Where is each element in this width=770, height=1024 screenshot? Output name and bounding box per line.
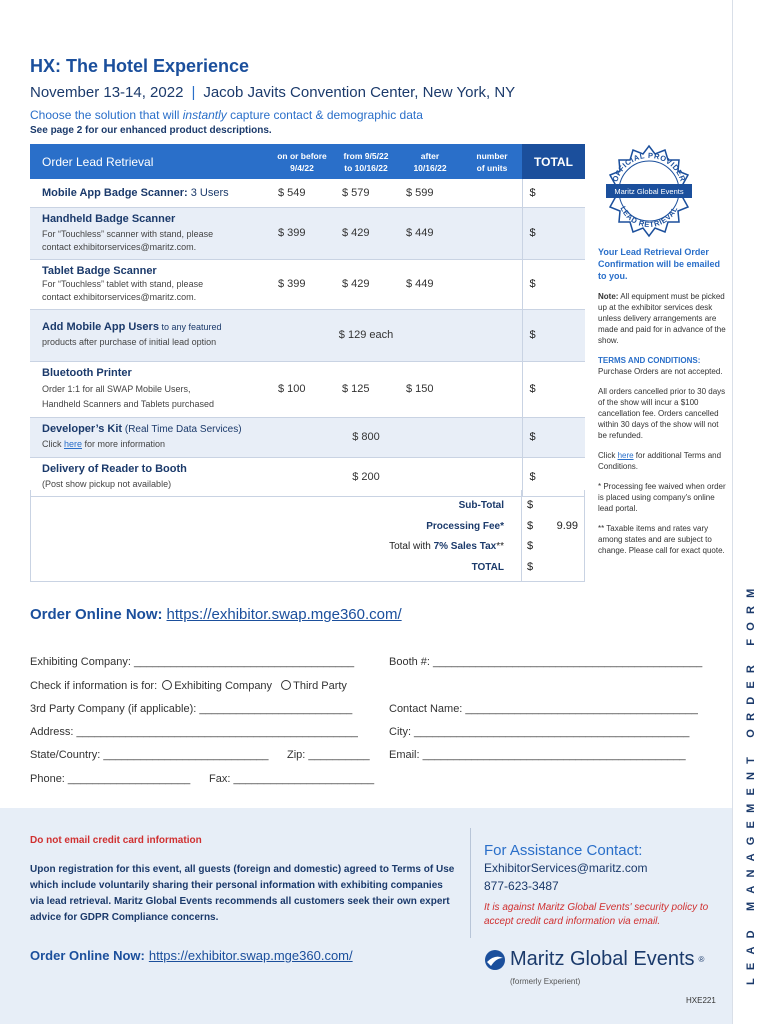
- event-venue: Jacob Javits Convention Center, New York, NY: [203, 84, 516, 101]
- header-mid: [334, 144, 398, 179]
- table-row: [30, 361, 585, 417]
- side-notes: [598, 246, 728, 565]
- formerly-note: (formerly Experient): [510, 977, 581, 986]
- footer-order-link[interactable]: https://exhibitor.swap.mge360.com/: [148, 948, 353, 963]
- item-cell: [30, 259, 270, 309]
- note-label: Note:: [598, 292, 619, 301]
- item-name: Bluetooth Printer: [42, 366, 132, 379]
- info-for-choice: [30, 680, 347, 692]
- price-late: $ 599: [398, 179, 462, 207]
- header-total: TOTAL: [522, 144, 585, 179]
- item-desc-post: for more information: [82, 439, 166, 449]
- city-field[interactable]: City: _____________________________________________: [389, 726, 690, 738]
- fee-label-text: Processing Fee*: [426, 521, 504, 532]
- item-cell: [30, 361, 270, 417]
- item-description: [42, 438, 258, 451]
- exhibiting-company-radio[interactable]: [162, 680, 172, 690]
- price-late: $ 449: [398, 259, 462, 309]
- terms-block: [598, 355, 728, 377]
- price-early: $ 100: [270, 361, 334, 417]
- official-provider-seal: [602, 144, 696, 238]
- item-name-bold: Mobile App Badge Scanner:: [42, 186, 188, 199]
- total-cell[interactable]: $: [522, 309, 585, 361]
- tagline: [30, 108, 423, 122]
- additional-terms: [598, 450, 728, 472]
- item-cell: [30, 207, 270, 259]
- total-cell[interactable]: $: [522, 417, 585, 457]
- event-dates: November 13-14, 2022: [30, 84, 184, 101]
- terms-po: Purchase Orders are not accepted.: [598, 367, 723, 376]
- footer-divider: [470, 828, 471, 938]
- form-code: HXE221: [686, 996, 716, 1005]
- assistance-heading: For Assistance Contact:: [484, 842, 643, 859]
- grand-total-label: [472, 562, 504, 573]
- tax-label: [389, 541, 504, 552]
- third-party-company-field[interactable]: 3rd Party Company (if applicable): _________________________: [30, 703, 353, 715]
- third-party-radio[interactable]: [281, 680, 291, 690]
- assistance-email[interactable]: ExhibitorServices@maritz.com: [484, 861, 648, 875]
- seal-bottom-text: LEAD RETRIEVAL: [618, 204, 680, 230]
- table-row: [30, 417, 585, 457]
- price-span: $ 129 each: [270, 309, 462, 361]
- tagline-pre: Choose the solution that will: [30, 108, 183, 122]
- header-early-a: on or before: [277, 150, 327, 161]
- developer-kit-link[interactable]: here: [64, 439, 83, 449]
- order-table-header: [30, 144, 585, 179]
- units-input[interactable]: [462, 207, 522, 259]
- header-units-b: of units: [476, 162, 508, 173]
- item-description: (Post show pickup not available): [42, 478, 172, 489]
- fee-dollar: $: [527, 520, 534, 532]
- event-subtitle: [30, 84, 515, 101]
- order-online-label: Order Online Now:: [30, 606, 163, 623]
- item-description: [42, 382, 258, 412]
- total-cell[interactable]: $: [522, 259, 585, 309]
- item-description: [42, 278, 258, 304]
- third-party-option: Third Party: [293, 680, 347, 692]
- fee-label: [426, 521, 504, 532]
- item-desc-line1: For “Touchless” tablet with stand, please: [42, 278, 204, 289]
- units-input[interactable]: [462, 179, 522, 207]
- fax-field[interactable]: Fax: _______________________: [209, 773, 375, 785]
- item-desc-pre: Click: [42, 439, 64, 449]
- item-desc-line1: Order 1:1 for all SWAP Mobile Users,: [42, 383, 191, 394]
- item-name: Delivery of Reader to Booth: [42, 462, 187, 475]
- footer-order-label: Order Online Now:: [30, 948, 145, 963]
- grand-total-label-text: TOTAL: [471, 562, 504, 573]
- table-row: [30, 309, 585, 361]
- header-product: Order Lead Retrieval: [30, 144, 270, 179]
- tax-label-pre: Total with: [389, 541, 434, 552]
- confirmation-note: Your Lead Retrieval Order Confirmation will be emailed to you.: [598, 247, 721, 281]
- price-mid: $ 429: [334, 259, 398, 309]
- price-span: $ 800: [270, 417, 462, 457]
- price-early: $ 399: [270, 207, 334, 259]
- contact-name-field[interactable]: Contact Name: ______________________________________: [389, 703, 698, 715]
- subtitle-separator: |: [191, 84, 196, 101]
- note-text: All equipment must be picked up at the exhibitor services desk unless delivery arrangements are made and paid for in advance of the show.: [598, 292, 726, 345]
- globe-icon: [484, 949, 506, 971]
- item-desc-line2: contact exhibitorservices@maritz.com.: [42, 291, 197, 302]
- email-field[interactable]: Email: ___________________________________________: [389, 749, 686, 761]
- check-info-label: Check if information is for:: [30, 680, 158, 692]
- item-name: [42, 321, 258, 333]
- price-span: $ 200: [270, 457, 462, 496]
- security-policy-note: It is against Maritz Global Events' security policy to accept credit card information via email.: [484, 902, 709, 927]
- item-desc-line1: For “Touchless” scanner with stand, please: [42, 228, 214, 239]
- item-cell: [30, 179, 270, 207]
- fee-value: 9.99: [556, 520, 578, 532]
- seal-brand: Maritz Global Events: [614, 187, 684, 196]
- item-desc-line2: Handheld Scanners and Tablets purchased: [42, 398, 214, 409]
- total-cell[interactable]: $: [522, 207, 585, 259]
- exhibiting-company-field[interactable]: Exhibiting Company: ____________________________________: [30, 656, 355, 668]
- price-late: $ 150: [398, 361, 462, 417]
- subtotal-label: [459, 500, 504, 511]
- tax-label-bold: 7% Sales Tax: [433, 541, 497, 552]
- order-online: [30, 606, 402, 623]
- taxable-note: ** Taxable items and rates vary among states and are subject to change. Please call for exact quote.: [598, 524, 725, 555]
- side-banner-text: LEAD MANAGEMENT ORDER FORM: [744, 580, 757, 985]
- address-field[interactable]: Address: ______________________________________________: [30, 726, 358, 738]
- phone-field[interactable]: Phone: ____________________: [30, 773, 191, 785]
- header-late-a: after: [420, 150, 440, 161]
- order-summary: [30, 490, 585, 582]
- item-name-bold: Developer’s Kit: [42, 423, 123, 435]
- click-pre: Click: [598, 451, 618, 460]
- header-mid-b: to 10/16/22: [344, 162, 388, 173]
- item-name-plain: 3 Users: [187, 186, 229, 199]
- exhibiting-company-option: Exhibiting Company: [174, 680, 273, 692]
- summary-divider: [521, 490, 522, 582]
- tagline-emphasis: instantly: [182, 108, 227, 122]
- header-late-b: 10/16/22: [413, 162, 447, 173]
- credit-card-warning: Do not email credit card information: [30, 835, 202, 846]
- assistance-phone: 877-623-3487: [484, 879, 559, 893]
- header-early-b: 9/4/22: [290, 162, 314, 173]
- item-name-bold: Add Mobile App Users: [42, 321, 159, 333]
- logo-mark: ®: [698, 955, 705, 964]
- units-input[interactable]: [462, 361, 522, 417]
- item-name: Handheld Badge Scanner: [42, 212, 176, 225]
- price-early: $ 399: [270, 259, 334, 309]
- table-row: [30, 259, 585, 309]
- units-input[interactable]: [462, 309, 522, 361]
- click-post: for additional Terms and Conditions.: [598, 451, 722, 471]
- total-cell[interactable]: $: [522, 179, 585, 207]
- total-cell[interactable]: $: [522, 361, 585, 417]
- order-table: [30, 144, 585, 497]
- event-title: HX: The Hotel Experience: [30, 56, 250, 76]
- grand-total-dollar[interactable]: $: [527, 561, 534, 573]
- see-page-note: See page 2 for our enhanced product descriptions.: [30, 125, 272, 136]
- item-cell: [30, 417, 270, 457]
- terms-title: TERMS AND CONDITIONS:: [598, 356, 701, 365]
- gdpr-notice: Upon registration for this event, all guests (foreign and domestic) agreed to Terms of Use which include voluntarily sharing their personal information with exhibiting companies via lead retrieval. Maritz Global Events recommends all customers seek their own expert advice for GDPR Compliance concerns.: [30, 864, 455, 923]
- tax-label-post: **: [496, 541, 504, 552]
- units-input[interactable]: [462, 417, 522, 457]
- units-input[interactable]: [462, 259, 522, 309]
- price-mid: $ 579: [334, 179, 398, 207]
- item-description: [42, 228, 258, 254]
- price-early: $ 549: [270, 179, 334, 207]
- total-cell[interactable]: $: [522, 457, 585, 496]
- order-online-link[interactable]: https://exhibitor.swap.mge360.com/: [166, 606, 402, 623]
- cancellation-note: All orders cancelled prior to 30 days of the show will incur a $100 cancellation fee. Orders cancelled within 30 days of the show will not be refunded.: [598, 387, 726, 440]
- item-name: [42, 423, 258, 435]
- subtotal-dollar[interactable]: $: [527, 499, 534, 511]
- header-late: [398, 144, 462, 179]
- item-description: products after purchase of initial lead option: [42, 337, 217, 347]
- side-banner: [732, 0, 770, 1024]
- item-cell: [30, 309, 270, 361]
- table-row: [30, 179, 585, 207]
- logo-text: Maritz Global Events: [510, 948, 695, 970]
- seal-top-text: OFFICIAL PROVIDER: [610, 150, 688, 184]
- item-name: [42, 187, 229, 199]
- header-early: [270, 144, 334, 179]
- zip-field[interactable]: Zip: __________: [287, 749, 370, 761]
- fee-waived-note: * Processing fee waived when order is placed using company's online lead portal.: [598, 482, 726, 513]
- header-units: [462, 144, 522, 179]
- price-late: $ 449: [398, 207, 462, 259]
- tagline-post: capture contact & demographic data: [226, 108, 423, 122]
- price-mid: $ 429: [334, 207, 398, 259]
- maritz-logo: [484, 948, 704, 971]
- subtotal-label-text: Sub-Total: [458, 500, 504, 511]
- state-country-field[interactable]: State/Country: ___________________________: [30, 749, 269, 761]
- price-mid: $ 125: [334, 361, 398, 417]
- header-units-a: number: [476, 150, 508, 161]
- tax-dollar[interactable]: $: [527, 540, 534, 552]
- footer-order-online: [30, 948, 353, 963]
- item-name-plain: (Real Time Data Services): [122, 424, 242, 435]
- item-name-plain: to any featured: [158, 322, 222, 332]
- pickup-note: [598, 291, 728, 346]
- item-name: Tablet Badge Scanner: [42, 264, 157, 277]
- booth-field[interactable]: Booth #: ____________________________________________: [389, 656, 703, 668]
- table-row: [30, 207, 585, 259]
- header-mid-a: from 9/5/22: [343, 150, 389, 161]
- terms-link[interactable]: here: [617, 451, 634, 460]
- item-desc-line2: contact exhibitorservices@maritz.com.: [42, 241, 197, 252]
